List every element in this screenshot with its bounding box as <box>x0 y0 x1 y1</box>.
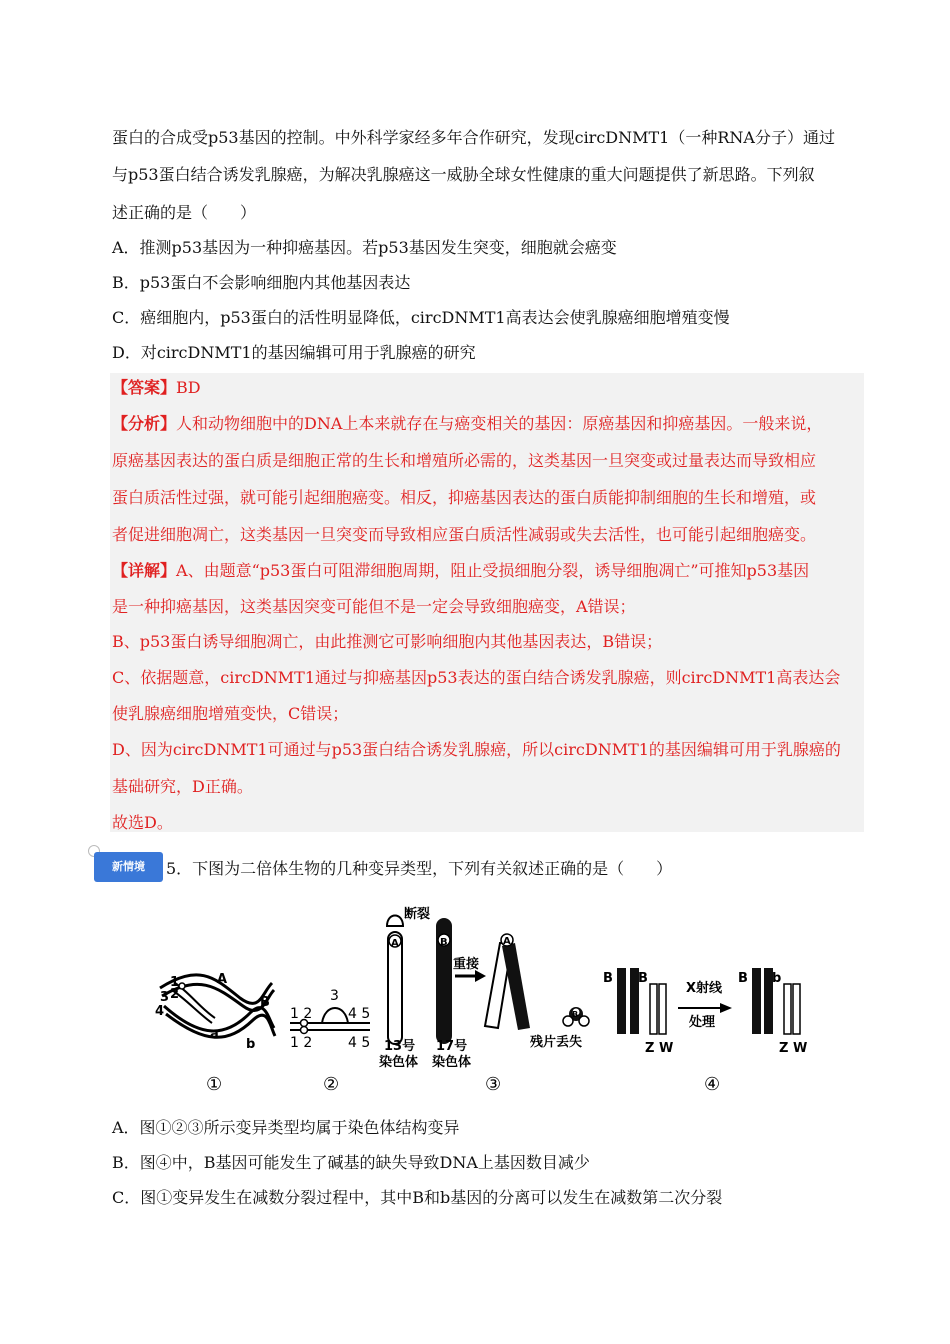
q5-stem: 5．下图为二倍体生物的几种变异类型，下列有关叙述正确的是（ ） <box>166 859 673 878</box>
q4-stem-line-3: 述正确的是（ ） <box>112 203 257 222</box>
analysis-line-1 <box>112 414 822 434</box>
chr13-fragment <box>387 916 403 927</box>
variation-figure <box>0 898 950 1098</box>
q4-stem-line-1: 蛋白的合成受p53基因的控制。中外科学家经多年合作研究，发现circDNMT1（一种RNA分子）通过 <box>112 128 835 147</box>
fig4-label-B1: B <box>603 971 613 986</box>
fig4-label-ZW2: Z W <box>779 1041 808 1056</box>
detail-line-6: D、因为circDNMT1可通过与p53蛋白结合诱发乳腺癌，所以circDNMT1的基因编辑可用于乳腺癌的 <box>112 740 841 759</box>
detail-line-1 <box>112 561 809 581</box>
analysis-line-2: 原癌基因表达的蛋白质是细胞正常的生长和增殖所必需的，这类基因一旦突变或过量表达而导致相应 <box>112 451 817 470</box>
fig2-bottom-labels: 1 2 <box>290 1035 313 1051</box>
fig4-xray-label: X射线 <box>686 981 723 996</box>
fig2-loop-label: 3 <box>330 988 339 1004</box>
detail-line-4: C、依据题意，circDNMT1通过与抑癌基因p53表达的蛋白结合诱发乳腺癌，则circDNMT1高表达会 <box>112 668 841 687</box>
fig3-label-B2: B <box>572 1010 579 1019</box>
detail-line-7: 基础研究，D正确。 <box>112 777 253 796</box>
fig1-caption: ① <box>206 1074 223 1095</box>
detail-line-2: 是一种抑癌基因，这类基因突变可能但不是一定会导致细胞癌变，A错误； <box>112 597 636 616</box>
new-context-tag: 新情境 <box>94 852 163 882</box>
q5-option-b: B．图④中，B基因可能发生了碱基的缺失导致DNA上基因数目减少 <box>112 1153 590 1172</box>
fig2-caption: ② <box>323 1074 340 1095</box>
detail-line-5: 使乳腺癌细胞增殖变快，C错误； <box>112 704 349 723</box>
q4-stem-line-2: 与p53蛋白结合诱发乳腺癌，为解决乳腺癌这一威胁全球女性健康的重大问题提供了新思路。下列叙 <box>112 165 815 184</box>
analysis-line-4: 者促进细胞凋亡，这类基因一旦突变而导致相应蛋白质活性减弱或失去活性，也可能引起细胞癌变。 <box>112 525 817 544</box>
fig4-label-b: b <box>772 971 782 986</box>
fig4-label-ZW1: Z W <box>645 1041 674 1056</box>
analysis-text-1: 人和动物细胞中的DNA上本来就存在与癌变相关的基因：原癌基因和抑癌基因。一般来说， <box>176 414 823 433</box>
fig3-caption: ③ <box>485 1074 502 1095</box>
fig1-centromere-icon <box>179 983 185 989</box>
fig1-label-A: A <box>217 972 228 987</box>
conclusion: 故选D。 <box>112 813 173 832</box>
q4-option-c: C．癌细胞内，p53蛋白的活性明显降低，circDNMT1高表达会使乳腺癌细胞增殖变慢 <box>112 308 730 327</box>
fig1-label-2: 2 <box>170 987 180 1002</box>
answer-line <box>112 378 201 398</box>
fig4-treat-label: 处理 <box>689 1015 716 1030</box>
q4-option-d: D．对circDNMT1的基因编辑可用于乳腺癌的研究 <box>112 343 476 362</box>
answer-value: BD <box>176 378 201 397</box>
arrow-icon <box>720 1003 732 1013</box>
fig4-label-B2: B <box>638 971 648 986</box>
fig3-label-A: A <box>391 938 399 949</box>
q4-option-a: A．推测p53基因为一种抑癌基因。若p53基因发生突变，细胞就会癌变 <box>112 238 617 257</box>
analysis-label: 【分析】 <box>112 414 177 433</box>
answer-label: 【答案】 <box>112 378 177 397</box>
fig2-centromere-bottom-icon <box>301 1027 308 1034</box>
q4-option-b: B．p53蛋白不会影响细胞内其他基因表达 <box>112 273 411 292</box>
fig3-chr17-label-1: 17号 <box>436 1039 468 1054</box>
fig2-top-labels: 1 2 <box>290 1006 313 1022</box>
fig2-top-end-labels: 4 5 <box>348 1006 371 1022</box>
fig3-chr13-label-2: 染色体 <box>379 1055 419 1070</box>
figure-3-translocation <box>387 916 589 1045</box>
fig1-label-a: a <box>210 1027 219 1042</box>
fig4-label-B3: B <box>738 971 748 986</box>
detail-text-1: A、由题意“p53蛋白可阻滞细胞周期，阻止受损细胞分裂，诱导细胞凋亡”可推知p53基因 <box>176 561 810 580</box>
analysis-line-3: 蛋白质活性过强，就可能引起细胞癌变。相反，抑癌基因表达的蛋白质能抑制细胞的生长和增殖，或 <box>112 488 817 507</box>
fig1-label-b: b <box>246 1037 256 1052</box>
fig1-label-B: B <box>260 995 270 1010</box>
q5-option-c: C．图①变异发生在减数分裂过程中，其中B和b基因的分离可以发生在减数第二次分裂 <box>112 1188 723 1207</box>
detail-line-3: B、p53蛋白诱导细胞凋亡，由此推测它可影响细胞内其他基因表达，B错误； <box>112 632 663 651</box>
fig3-lost-label: 残片丢失 <box>530 1035 583 1050</box>
fig1-label-1: 1 <box>170 975 180 990</box>
fig4-caption: ④ <box>704 1074 721 1095</box>
fig3-label-A2: A <box>503 936 511 947</box>
fig3-chr13-label-1: 13号 <box>384 1039 416 1054</box>
fig3-break-label: 断裂 <box>404 907 431 922</box>
detail-label: 【详解】 <box>112 561 177 580</box>
fig3-label-B: B <box>440 937 448 948</box>
fig1-label-3: 3 <box>160 990 170 1005</box>
fig3-chr17-label-2: 染色体 <box>432 1055 472 1070</box>
fig1-label-4: 4 <box>155 1004 165 1019</box>
q5-option-a: A．图①②③所示变异类型均属于染色体结构变异 <box>112 1118 460 1137</box>
fig2-bottom-end-labels: 4 5 <box>348 1035 371 1051</box>
fig3-join-label: 重接 <box>453 957 480 972</box>
